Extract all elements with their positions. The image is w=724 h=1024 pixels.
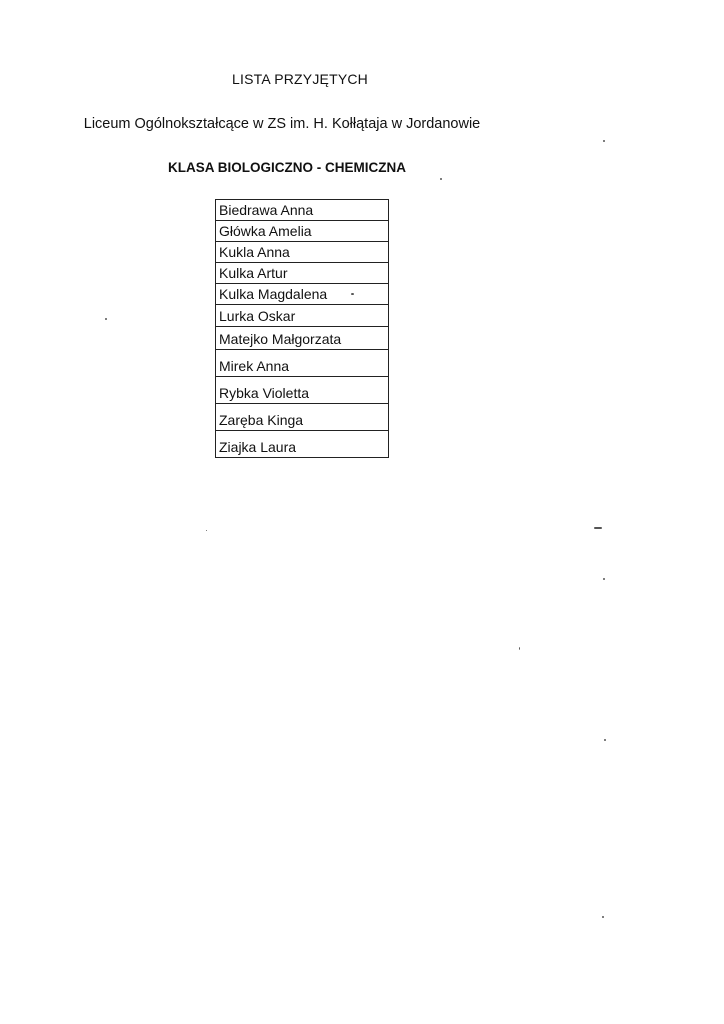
scan-speck	[440, 178, 442, 180]
document-title: LISTA PRZYJĘTYCH	[232, 71, 368, 87]
student-name: Rybka Violetta	[216, 377, 389, 404]
scan-speck	[604, 739, 606, 741]
table-row	[216, 242, 389, 263]
students-table	[215, 199, 389, 458]
scan-speck	[602, 916, 604, 918]
table-row	[216, 263, 389, 284]
table-row	[216, 305, 389, 327]
class-name: KLASA BIOLOGICZNO - CHEMICZNA	[168, 160, 406, 175]
school-name: Liceum Ogólnokształcące w ZS im. H. Kołłątaja w Jordanowie	[83, 116, 481, 132]
table-row	[216, 327, 389, 350]
student-name: Matejko Małgorzata	[216, 327, 389, 350]
scan-speck	[351, 293, 354, 295]
student-name: Ziajka Laura	[216, 431, 389, 458]
student-name: Zaręba Kinga	[216, 404, 389, 431]
scan-speck	[603, 140, 605, 142]
scan-speck	[519, 647, 520, 650]
table-row	[216, 431, 389, 458]
table-row	[216, 200, 389, 221]
student-name: Kukla Anna	[216, 242, 389, 263]
scan-speck	[206, 530, 207, 531]
table-row	[216, 350, 389, 377]
student-name: Biedrawa Anna	[216, 200, 389, 221]
table-row	[216, 284, 389, 305]
student-name: Kulka Magdalena	[216, 284, 389, 305]
scan-speck	[105, 318, 107, 320]
student-name: Kulka Artur	[216, 263, 389, 284]
scan-speck	[594, 527, 602, 529]
scan-speck	[603, 578, 605, 580]
student-name: Lurka Oskar	[216, 305, 389, 327]
student-name: Główka Amelia	[216, 221, 389, 242]
student-name: Mirek Anna	[216, 350, 389, 377]
table-row	[216, 377, 389, 404]
table-row	[216, 404, 389, 431]
table-row	[216, 221, 389, 242]
